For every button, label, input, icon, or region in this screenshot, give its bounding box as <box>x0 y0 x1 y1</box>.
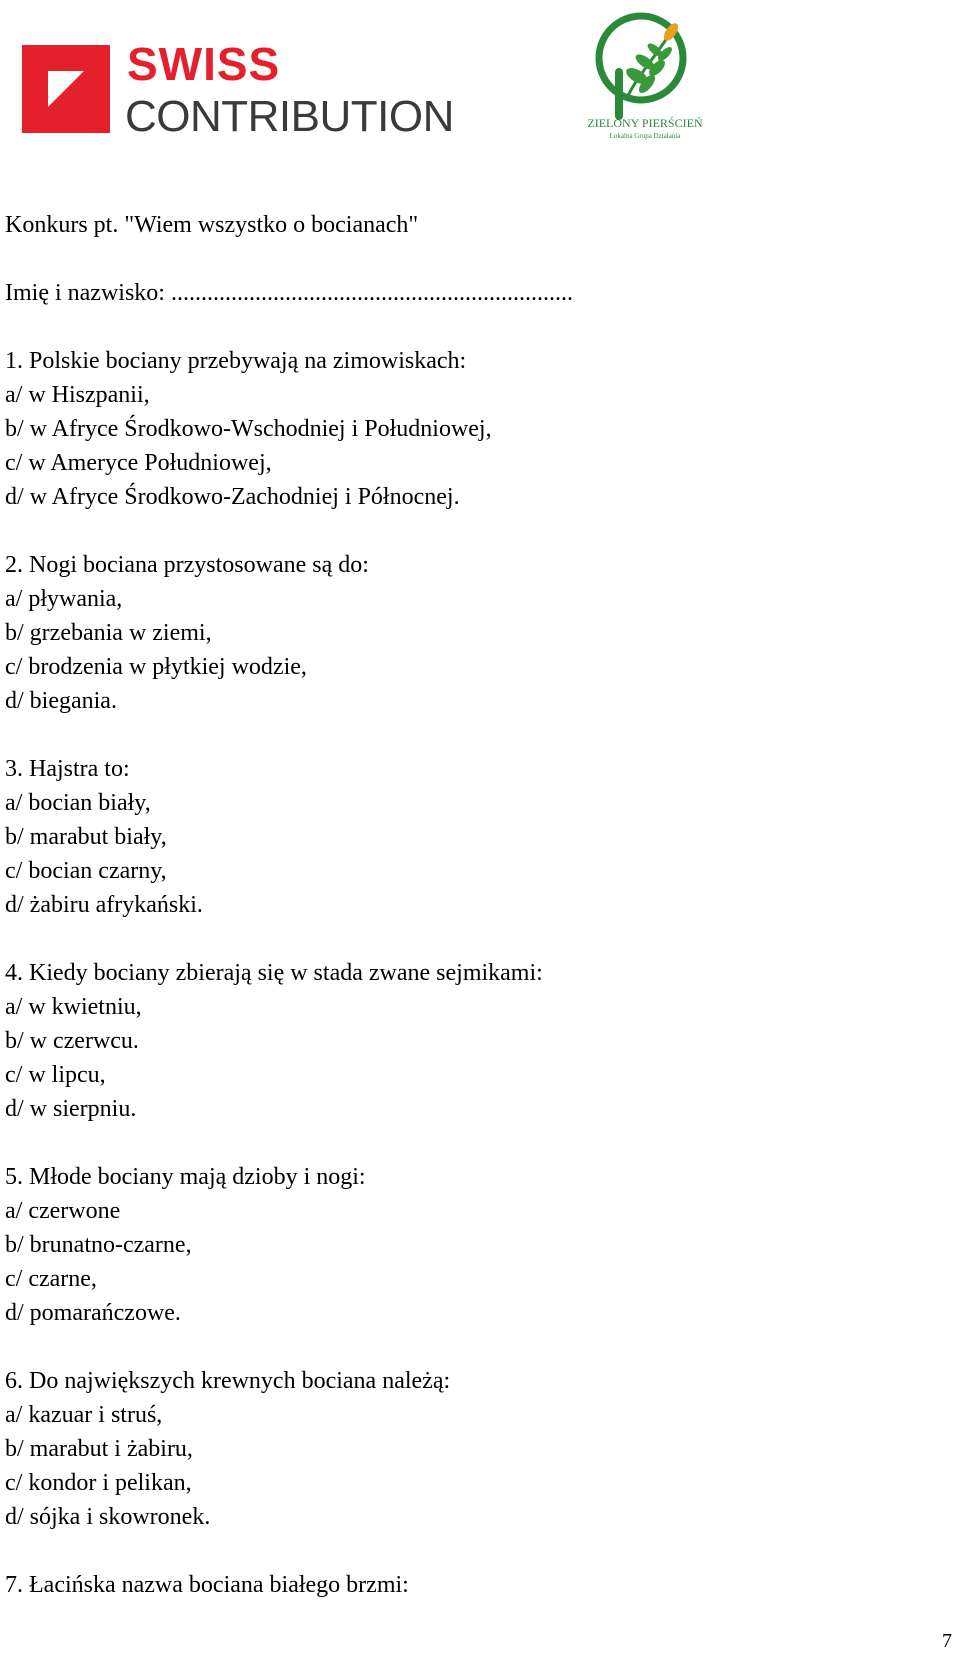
question-block <box>5 1568 945 1602</box>
answer-option: a/ bocian biały, <box>5 790 151 816</box>
answer-option: a/ w kwietniu, <box>5 994 142 1020</box>
answer-option: c/ w lipcu, <box>5 1062 106 1088</box>
question-block <box>5 752 945 956</box>
question-text: 7. Łacińska nazwa bociana białego brzmi: <box>5 1572 409 1598</box>
plant-emblem-icon <box>575 10 715 120</box>
answer-option: b/ grzebania w ziemi, <box>5 620 212 646</box>
answer-option: c/ czarne, <box>5 1266 97 1292</box>
answer-option: d/ pomarańczowe. <box>5 1300 181 1326</box>
question-list <box>5 344 945 1602</box>
answer-option: d/ biegania. <box>5 688 117 714</box>
answer-option: b/ brunatno-czarne, <box>5 1232 192 1258</box>
question-block <box>5 956 945 1160</box>
question-block <box>5 1364 945 1568</box>
partner-logo-name: ZIELONY PIERŚCIEŃ <box>587 116 703 130</box>
document-title: Konkurs pt. "Wiem wszystko o bocianach" <box>5 212 419 238</box>
answer-option: c/ bocian czarny, <box>5 858 167 884</box>
answer-option: c/ kondor i pelikan, <box>5 1470 192 1496</box>
answer-option: b/ marabut i żabiru, <box>5 1436 193 1462</box>
page-number: 7 <box>942 1630 952 1652</box>
question-block <box>5 344 945 548</box>
question-text: 2. Nogi bociana przystosowane są do: <box>5 552 369 578</box>
answer-option: d/ żabiru afrykański. <box>5 892 203 918</box>
answer-option: c/ w Ameryce Południowej, <box>5 450 272 476</box>
answer-option: a/ kazuar i struś, <box>5 1402 163 1428</box>
question-block <box>5 548 945 752</box>
answer-option: b/ marabut biały, <box>5 824 167 850</box>
answer-option: b/ w czerwcu. <box>5 1028 139 1054</box>
page-header <box>0 0 960 160</box>
answer-option: c/ brodzenia w płytkiej wodzie, <box>5 654 307 680</box>
question-text: 1. Polskie bociany przebywają na zimowiskach: <box>5 348 467 374</box>
question-text: 4. Kiedy bociany zbierają się w stada zwane sejmikami: <box>5 960 543 986</box>
swiss-logo-line2: CONTRIBUTION <box>125 92 454 141</box>
swiss-flag-icon <box>22 45 110 133</box>
answer-option: d/ w Afryce Środkowo-Zachodniej i Północnej. <box>5 484 460 510</box>
name-field: Imię i nazwisko: ................................................................... <box>5 280 573 306</box>
question-text: 6. Do największych krewnych bociana należą: <box>5 1368 451 1394</box>
swiss-logo-line1: SWISS <box>127 38 281 90</box>
question-text: 5. Młode bociany mają dzioby i nogi: <box>5 1164 366 1190</box>
answer-option: d/ w sierpniu. <box>5 1096 137 1122</box>
answer-option: d/ sójka i skowronek. <box>5 1504 211 1530</box>
question-text: 3. Hajstra to: <box>5 756 130 782</box>
quiz-document <box>5 208 945 1602</box>
zielony-pierscien-logo <box>575 10 715 145</box>
question-block <box>5 1160 945 1364</box>
swiss-contribution-logo <box>22 38 454 141</box>
partner-logo-subtitle: Lokalna Grupa Działania <box>609 132 681 140</box>
answer-option: a/ czerwone <box>5 1198 121 1224</box>
answer-option: a/ w Hiszpanii, <box>5 382 150 408</box>
answer-option: a/ pływania, <box>5 586 123 612</box>
answer-option: b/ w Afryce Środkowo-Wschodniej i Południowej, <box>5 416 492 442</box>
